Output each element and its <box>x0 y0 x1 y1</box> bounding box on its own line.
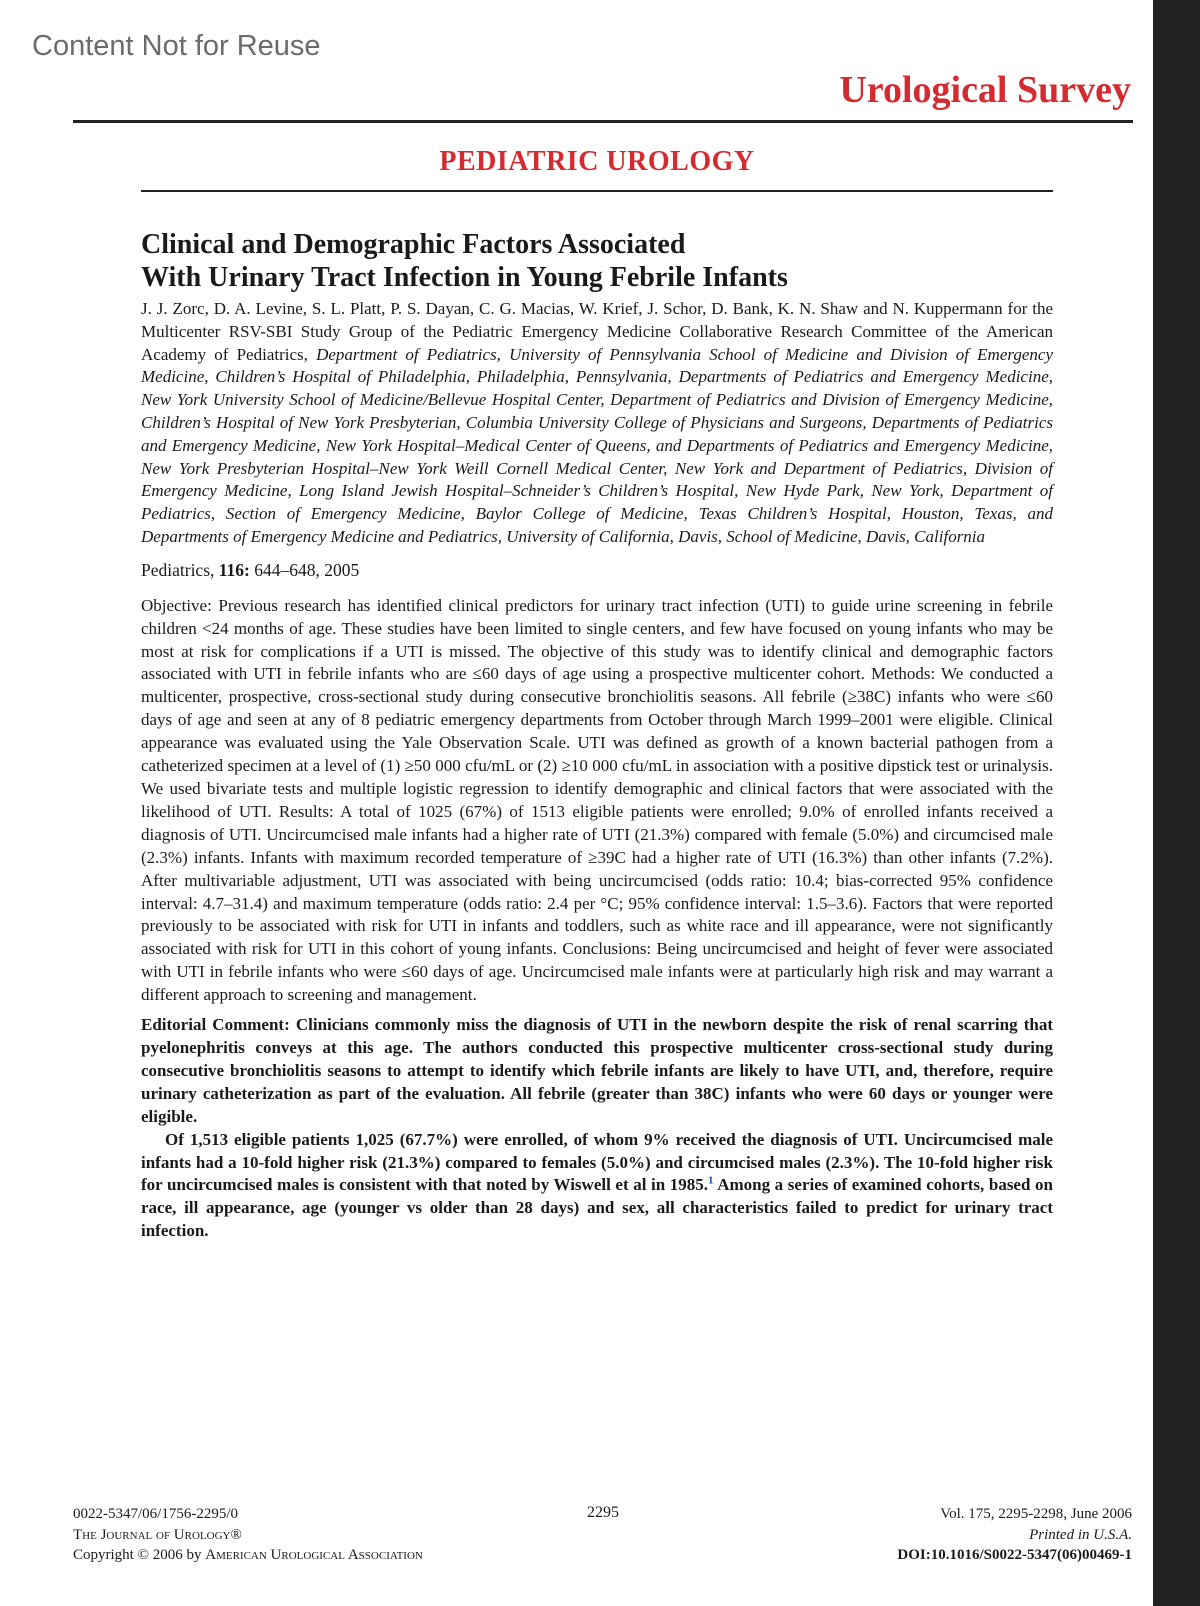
article-title <box>141 228 1053 294</box>
authors-and-affiliations <box>141 298 1053 549</box>
citation-journal: Pediatrics, <box>141 559 219 580</box>
footer-doi[interactable]: DOI:10.1016/S0022-5347(06)00469-1 <box>897 1547 1132 1563</box>
footer-code: 0022-5347/06/1756-2295/0 <box>73 1506 238 1522</box>
source-citation <box>141 559 1053 581</box>
page-number: 2295 <box>587 1504 619 1521</box>
section-rule <box>141 190 1053 192</box>
journal-section-title: Urological Survey <box>839 69 1131 111</box>
footer-right <box>897 1504 1132 1566</box>
footer-copyright-prefix: Copyright © 2006 by <box>73 1547 206 1563</box>
article-title-line-2: With Urinary Tract Infection in Young Febrile Infants <box>141 262 788 293</box>
page-edge-bar <box>1153 0 1200 1606</box>
footer-printed: Printed in U.S.A. <box>1029 1526 1132 1543</box>
editorial-comment-paragraph-1: Editorial Comment: Clinicians commonly miss the diagnosis of UTI in the newborn despite the risk of renal scarring that pyelonephritis conveys at this age. The authors conducted this prospective multicenter cross-sectional study during consecutive bronchiolitis seasons to attempt to identify which febrile infants are likely to have UTI, and, therefore, require urinary catheterization as part of the evaluation. All febrile (greater than 38C) infants who were 60 days or younger were eligible. <box>141 1015 1053 1126</box>
footer-journal: The Journal of Urology® <box>73 1526 242 1543</box>
editorial-2-text-b: Among a series of examined cohorts, based on race, ill appearance, age (younger vs older than 28 days) and sex, all characteristics failed to predict for urinary tract infection. <box>141 1175 1053 1241</box>
article-body <box>141 228 1053 1243</box>
affiliations: Department of Pediatrics, University of Pennsylvania School of Medicine and Division of Emergency Medicine, Children’s Hospital of Philadelphia, Philadelphia, Pennsylvania, Departments of Pediatrics and Emergency Medicine, New York University School of Medicine/Bellevue Hospital Center, Department of Pediatrics and Division of Emergency Medicine, Children’s Hospital of New York Presbyterian, Columbia University College of Physicians and Surgeons, Departments of Pediatrics and Emergency Medicine, New York Hospital–Medical Center of Queens, and Departments of Pediatrics and Emergency Medicine, New York Presbyterian Hospital–New York Weill Cornell Medical Center, New York and Department of Pediatrics, Division of Emergency Medicine, Long Island Jewish Hospital–Schneider’s Children’s Hospital, New Hyde Park, New York, Department of Pediatrics, Section of Emergency Medicine, Baylor College of Medicine, Texas Children’s Hospital, Houston, Texas, and Departments of Emergency Medicine and Pediatrics, University of California, Davis, School of Medicine, Davis, California <box>141 344 1053 546</box>
reference-marker[interactable]: 1 <box>708 1174 714 1187</box>
header-rule <box>73 120 1133 123</box>
abstract: Objective: Previous research has identified clinical predictors for urinary tract infection (UTI) to guide urine screening in febrile children <24 months of age. These studies have been limited to single centers, and few have focused on young infants who may be most at risk for complications if a UTI is missed. The objective of this study was to identify clinical and demographic factors associated with UTI in febrile infants who are ≤60 days of age using a prospective multicenter cohort. Methods: We conducted a multicenter, prospective, cross-sectional study during consecutive bronchiolitis seasons. All febrile (≥38C) infants who were ≤60 days of age and seen at any of 8 pediatric emergency departments from October through March 1999–2001 were eligible. Clinical appearance was evaluated using the Yale Observation Scale. UTI was defined as growth of a known bacterial pathogen from a catheterized specimen at a level of (1) ≥50 000 cfu/mL or (2) ≥10 000 cfu/mL in association with a positive dipstick test or urinalysis. We used bivariate tests and multiple logistic regression to identify demographic and clinical factors that were associated with the likelihood of UTI. Results: A total of 1025 (67%) of 1513 eligible patients were enrolled; 9.0% of enrolled infants received a diagnosis of UTI. Uncircumcised male infants had a higher rate of UTI (21.3%) compared with female (5.0%) and circumcised male (2.3%) infants. Infants with maximum recorded temperature of ≥39C had a higher rate of UTI (16.3%) than other infants (7.2%). After multivariable adjustment, UTI was associated with being uncircumcised (odds ratio: 10.4; bias-corrected 95% confidence interval: 4.7–31.4) and maximum temperature (odds ratio: 2.4 per °C; 95% confidence interval: 1.5–3.6). Factors that were reported previously to be associated with risk for UTI in infants and toddlers, such as white race and ill appearance, were not significantly associated with risk for UTI in this cohort of young infants. Conclusions: Being uncircumcised and height of fever were associated with UTI in febrile infants who were ≤60 days of age. Uncircumcised male infants were at particularly high risk and may warrant a different approach to screening and management. <box>141 595 1053 1005</box>
authors: J. J. Zorc, D. A. Levine, S. L. Platt, P. S. Dayan, C. G. Macias, W. Krief, J. Schor, D. Bank, K. N. Shaw and N. Kuppermann for the Multicenter RSV-SBI Study Group of the Pediatric Emergency Medicine Collaborative Research Committee of the American Academy of Pediatrics, <box>141 299 1053 364</box>
article-title-line-1: Clinical and Demographic Factors Associated <box>141 229 686 260</box>
editorial-comment-paragraph-2 <box>141 1129 1053 1244</box>
citation-volume: 116: <box>218 559 250 580</box>
footer-volume-info: Vol. 175, 2295-2298, June 2006 <box>940 1506 1132 1522</box>
watermark-text: Content Not for Reuse <box>32 30 321 62</box>
section-title: PEDIATRIC UROLOGY <box>439 146 755 177</box>
editorial-2-text-a: Of 1,513 eligible patients 1,025 (67.7%) were enrolled, of whom 9% received the diagnosis of UTI. Uncircumcised male infants had a 10-fold higher risk (21.3%) compared to females (5.0%) and circumcised males (2.3%). The 10-fold higher risk for uncircumcised males is consistent with that noted by Wiswell et al in 1985. <box>141 1129 1053 1195</box>
footer-copyright <box>73 1545 423 1566</box>
citation-pages-year: 644–648, 2005 <box>249 559 360 580</box>
footer-copyright-org: American Urological Association <box>205 1547 423 1563</box>
